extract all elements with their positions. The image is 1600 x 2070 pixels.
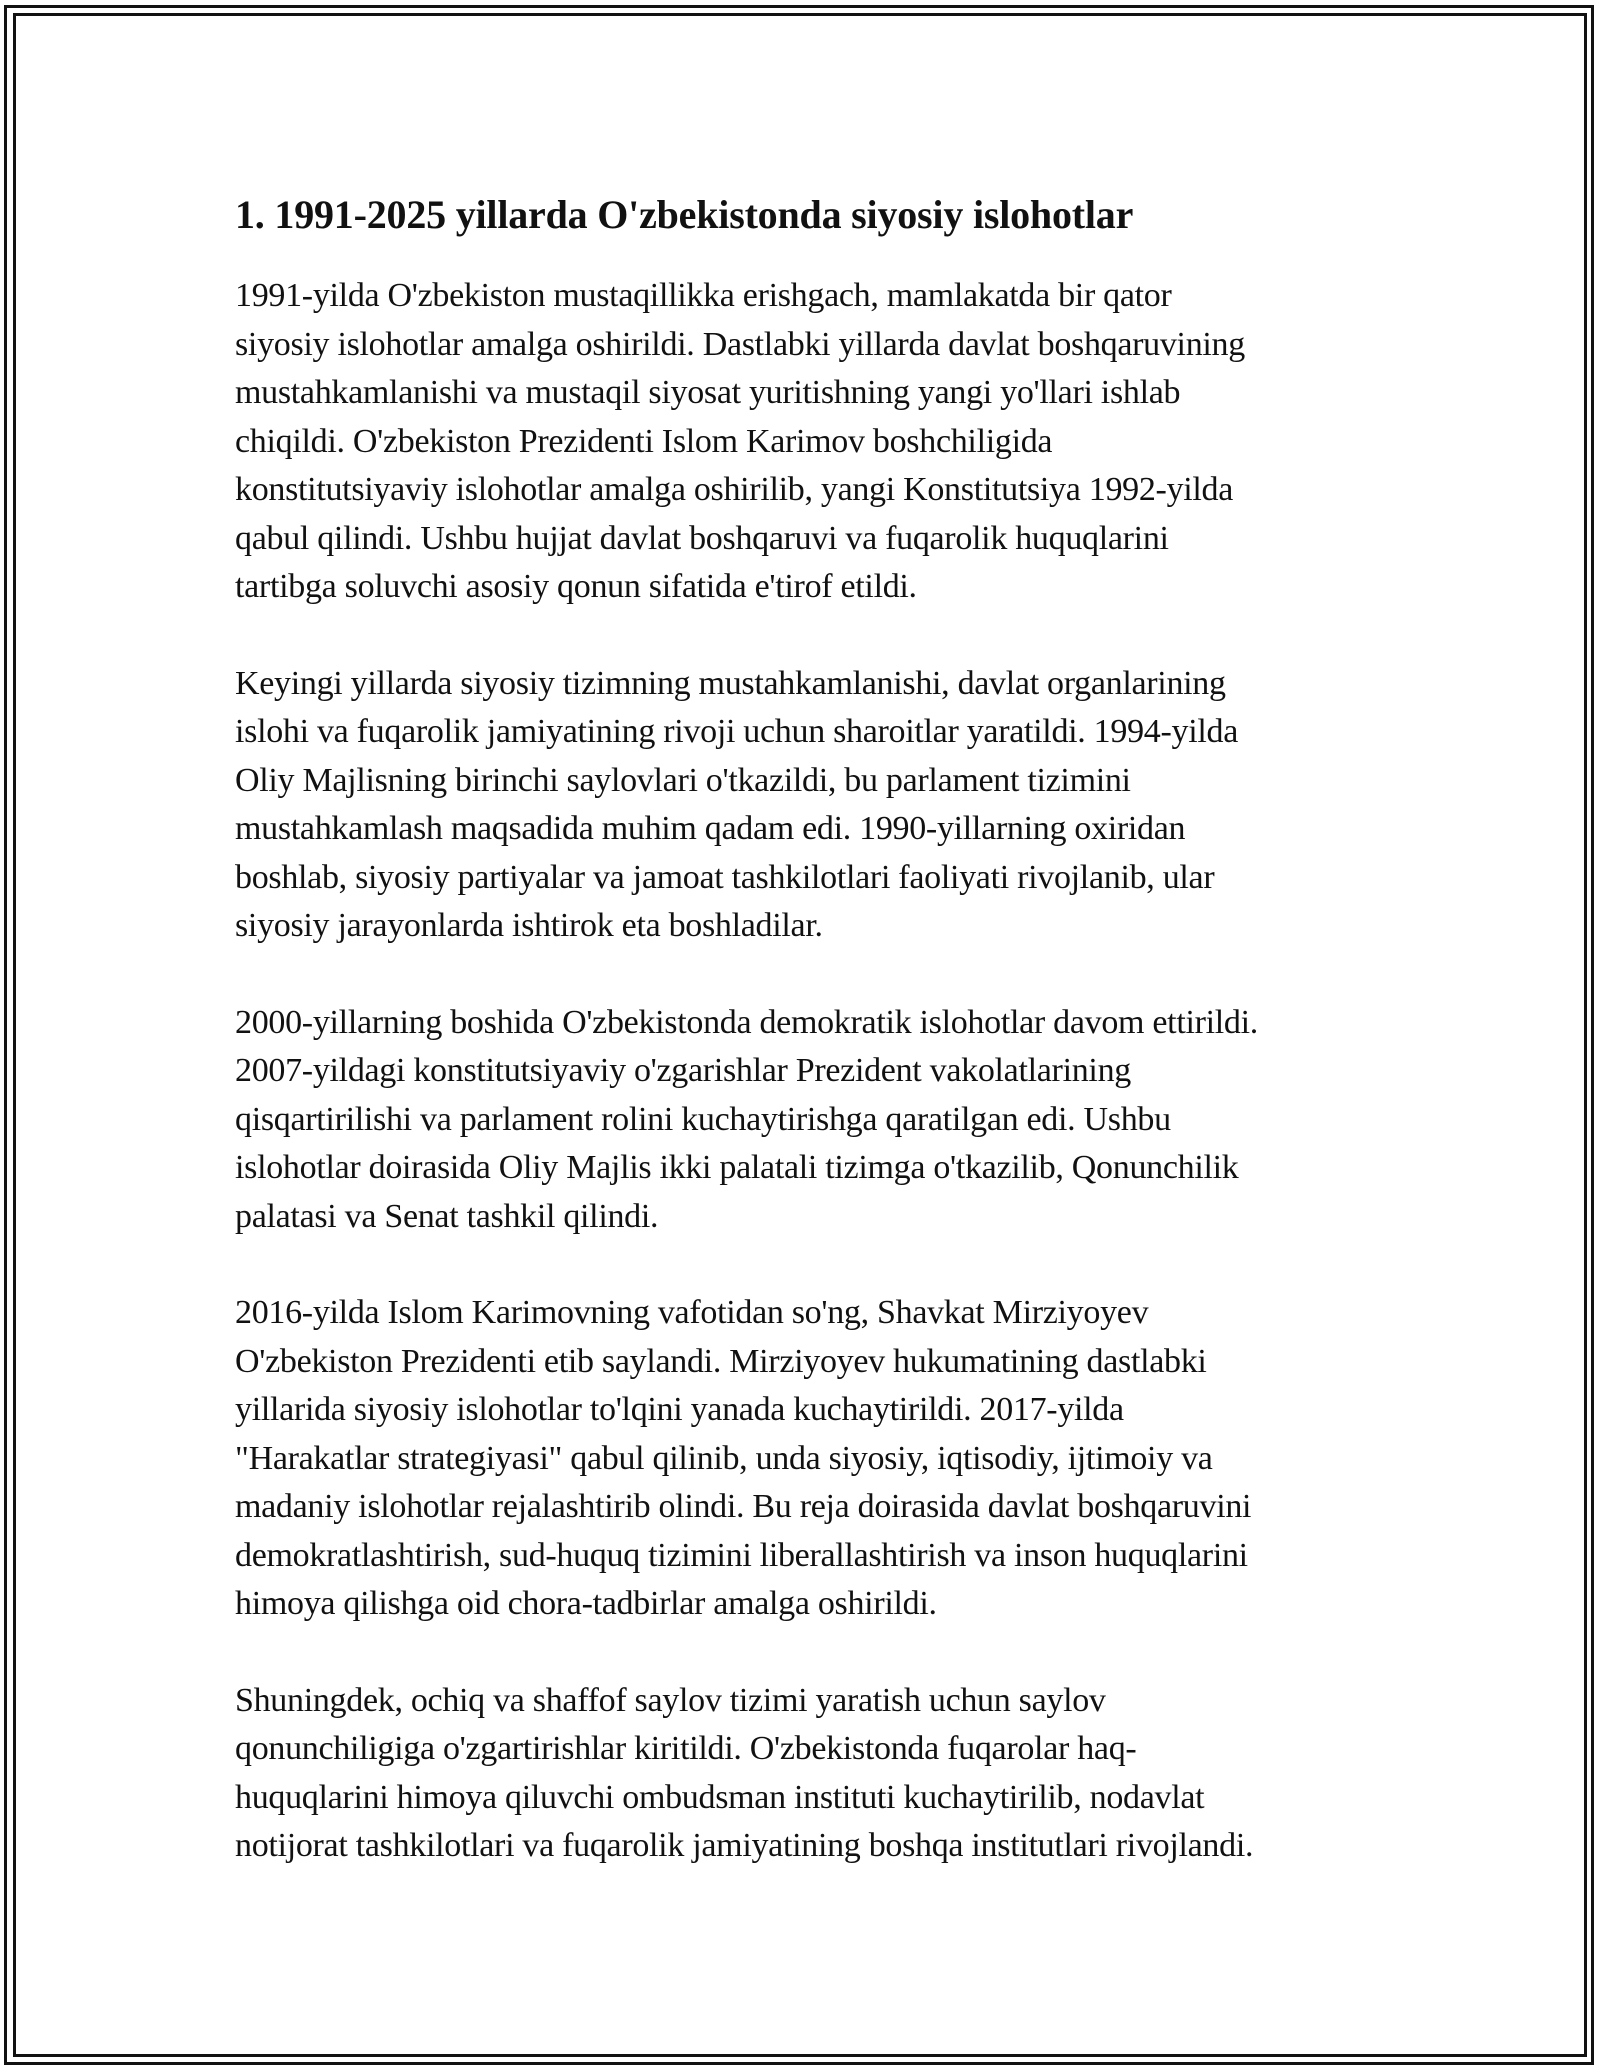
paragraph-line: mustahkamlash maqsadida muhim qadam edi. 1990-yillarning oxiridan <box>235 810 1186 847</box>
paragraph <box>235 1289 1375 1629</box>
paragraph-list <box>235 272 1375 1871</box>
paragraph-line: siyosiy islohotlar amalga oshirildi. Dastlabki yillarda davlat boshqaruvining <box>235 325 1245 363</box>
paragraph-line: demokratlashtirish, sud-huquq tizimini liberallashtirish va inson huquqlarini <box>235 1536 1248 1574</box>
paragraph-line: Keyingi yillarda siyosiy tizimning mustahkamlanishi, davlat organlarining <box>235 664 1226 702</box>
paragraph <box>235 272 1375 612</box>
paragraph-line: 1991-yilda O'zbekiston mustaqillikka erishgach, mamlakatda bir qator <box>235 277 1172 314</box>
paragraph-line: qonunchiligiga o'zgartirishlar kiritildi. O'zbekistonda fuqarolar haq- <box>235 1730 1137 1767</box>
paragraph-line: Oliy Majlisning birinchi saylovlari o'tkazildi, bu parlament tizimini <box>235 761 1131 799</box>
paragraph-line: himoya qilishga oid chora-tadbirlar amalga oshirildi. <box>235 1585 937 1622</box>
document-body <box>235 190 1375 1919</box>
paragraph-line: Shuningdek, ochiq va shaffof saylov tizimi yaratish uchun saylov <box>235 1681 1106 1719</box>
paragraph-line: 2016-yilda Islom Karimovning vafotidan so'ng, Shavkat Mirziyoyev <box>235 1294 1149 1331</box>
paragraph-line: palatasi va Senat tashkil qilindi. <box>235 1197 659 1235</box>
paragraph-line: O'zbekiston Prezidenti etib saylandi. Mirziyoyev hukumatining dastlabki <box>235 1342 1207 1380</box>
paragraph-line: islohi va fuqarolik jamiyatining rivoji uchun sharoitlar yaratildi. 1994-yilda <box>235 713 1238 750</box>
paragraph-line: huquqlarini himoya qiluvchi ombudsman instituti kuchaytirilib, nodavlat <box>235 1778 1205 1816</box>
section-heading: 1. 1991-2025 yillarda O'zbekistonda siyosiy islohotlar <box>235 192 1134 237</box>
paragraph-line: qisqartirilishi va parlament rolini kuchaytirishga qaratilgan edi. Ushbu <box>235 1100 1171 1138</box>
paragraph-line: konstitutsiyaviy islohotlar amalga oshirilib, yangi Konstitutsiya 1992-yilda <box>235 471 1234 508</box>
paragraph-line: boshlab, siyosiy partiyalar va jamoat tashkilotlari faoliyati rivojlanib, ular <box>235 858 1215 896</box>
paragraph-line: 2007-yildagi konstitutsiyaviy o'zgarishlar Prezident vakolatlarining <box>235 1052 1131 1089</box>
paragraph-line: siyosiy jarayonlarda ishtirok eta boshladilar. <box>235 907 823 944</box>
paragraph-line: notijorat tashkilotlari va fuqarolik jamiyatining boshqa institutlari rivojlandi. <box>235 1827 1254 1864</box>
paragraph <box>235 1677 1375 1871</box>
paragraph-line: qabul qilindi. Ushbu hujjat davlat boshqaruvi va fuqarolik huquqlarini <box>235 519 1169 557</box>
paragraph-line: 2000-yillarning boshida O'zbekistonda demokratik islohotlar davom ettirildi. <box>235 1003 1258 1041</box>
paragraph <box>235 660 1375 951</box>
paragraph <box>235 999 1375 1242</box>
paragraph-line: islohotlar doirasida Oliy Majlis ikki palatali tizimga o'tkazilib, Qonunchilik <box>235 1149 1239 1186</box>
paragraph-line: mustahkamlanishi va mustaqil siyosat yuritishning yangi yo'llari ishlab <box>235 374 1181 411</box>
paragraph-line: yillarida siyosiy islohotlar to'lqini yanada kuchaytirildi. 2017-yilda <box>235 1391 1124 1428</box>
paragraph-line: tartibga soluvchi asosiy qonun sifatida e'tirof etildi. <box>235 568 917 605</box>
paragraph-line: madaniy islohotlar rejalashtirib olindi. Bu reja doirasida davlat boshqaruvini <box>235 1488 1252 1525</box>
paragraph-line: chiqildi. O'zbekiston Prezidenti Islom Karimov boshchiligida <box>235 422 1053 460</box>
paragraph-line: "Harakatlar strategiyasi" qabul qilinib, unda siyosiy, iqtisodiy, ijtimoiy va <box>235 1439 1213 1477</box>
